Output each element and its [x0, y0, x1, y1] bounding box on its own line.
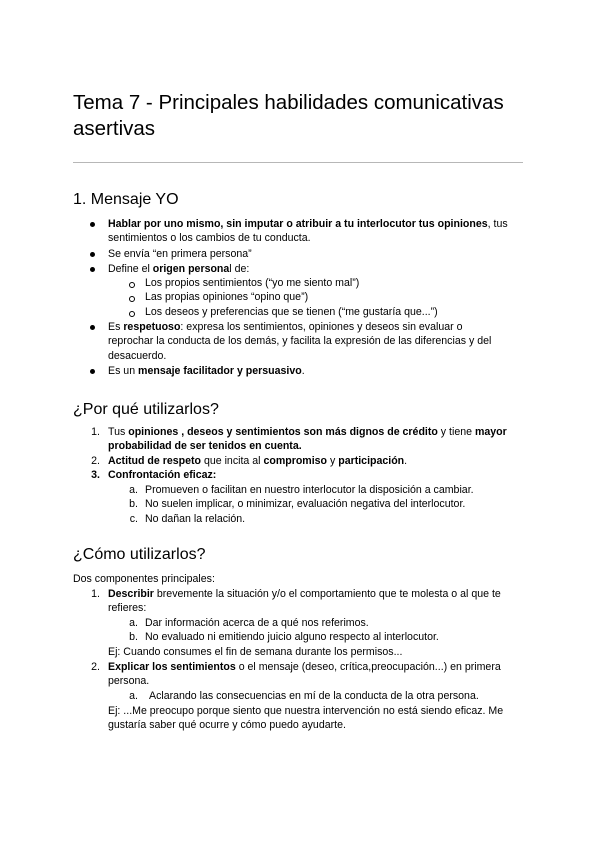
list-number: 2.: [91, 455, 100, 467]
sub-list-item: No evaluado ni emitiendo juicio alguno respecto al interlocutor.: [145, 631, 439, 643]
bullet-icon: [90, 267, 95, 272]
list-number: 1.: [91, 426, 100, 438]
sub-list-item: No suelen implicar, o minimizar, evaluación negativa del interlocutor.: [145, 498, 466, 510]
circle-bullet-icon: [129, 311, 135, 317]
sub-list-item: Promueven o facilitan en nuestro interlocutor la disposición a cambiar.: [145, 484, 474, 496]
sub-list-item: Dar información acerca de a qué nos referimos.: [145, 617, 369, 629]
heading-como: ¿Cómo utilizarlos?: [73, 546, 206, 563]
sub-list-mark: a.: [129, 690, 138, 702]
numbered-item: Describir brevemente la situación y/o el comportamiento que te molesta o al que te: [108, 588, 501, 600]
numbered-item: Explicar los sentimientos o el mensaje (deseo, crítica,preocupación...) en primera: [108, 661, 501, 673]
bullet-icon: [90, 252, 95, 257]
circle-bullet-icon: [129, 296, 135, 302]
list-item: Hablar por uno mismo, sin imputar o atribuir a tu interlocutor tus opiniones, tus: [108, 218, 508, 230]
list-item: Es respetuoso: expresa los sentimientos, opiniones y deseos sin evaluar o: [108, 321, 463, 333]
sub-list-item: Aclarando las consecuencias en mí de la conducta de la otra persona.: [149, 690, 479, 702]
list-number: 3.: [91, 469, 100, 481]
example-text: Ej: ...Me preocupo porque siento que nuestra intervención no está siendo eficaz. Me: [108, 705, 504, 717]
heading-por-que: ¿Por qué utilizarlos?: [73, 401, 219, 418]
heading-mensaje-yo: 1. Mensaje YO: [73, 191, 179, 208]
bullet-icon: [90, 369, 95, 374]
example-text-cont: gustaría saber qué ocurre y cómo puedo ayudarte.: [108, 719, 346, 731]
sub-list-mark: b.: [129, 631, 138, 643]
sub-list-item: No dañan la relación.: [145, 513, 246, 525]
numbered-item-cont: refieres:: [108, 602, 147, 614]
sub-list-mark: b.: [129, 498, 138, 510]
circle-bullet-icon: [129, 282, 135, 288]
numbered-item-cont: persona.: [108, 675, 150, 687]
sub-list-item: Los propios sentimientos (“yo me siento mal”): [145, 277, 360, 289]
numbered-item: Confrontación eficaz:: [108, 469, 217, 481]
sub-list-mark: a.: [129, 484, 138, 496]
list-item-cont: sentimientos o los cambios de tu conducta.: [108, 232, 311, 244]
numbered-item: Tus opiniones , deseos y sentimientos son más dignos de crédito y tiene mayor: [108, 426, 507, 438]
numbered-item: Actitud de respeto que incita al compromiso y participación.: [108, 455, 408, 467]
list-item: Se envía “en primera persona”: [108, 248, 252, 260]
bullet-icon: [90, 325, 95, 330]
sub-list-mark: a.: [129, 617, 138, 629]
intro-text: Dos componentes principales:: [73, 573, 215, 585]
sub-list-item: Las propias opiniones “opino que”): [145, 291, 309, 303]
sub-list-mark: c.: [129, 513, 138, 525]
divider: [73, 162, 523, 163]
list-number: 2.: [91, 661, 100, 673]
list-number: 1.: [91, 588, 100, 600]
page-title: Tema 7 - Principales habilidades comunicativas asertivas: [73, 91, 504, 140]
list-item-cont: desacuerdo.: [108, 350, 167, 362]
list-item-cont: reprochar la conducta de los demás, y facilita la expresión de las diferencias y del: [108, 335, 492, 347]
list-item: Define el origen personal de:: [108, 263, 250, 275]
bullet-icon: [90, 222, 95, 227]
list-item: Es un mensaje facilitador y persuasivo.: [108, 365, 305, 377]
numbered-item-cont: probabilidad de ser tenidos en cuenta.: [108, 440, 302, 452]
sub-list-item: Los deseos y preferencias que se tienen (“me gustaría que...”): [145, 306, 438, 318]
example-text: Ej: Cuando consumes el fin de semana durante los permisos...: [108, 646, 403, 658]
